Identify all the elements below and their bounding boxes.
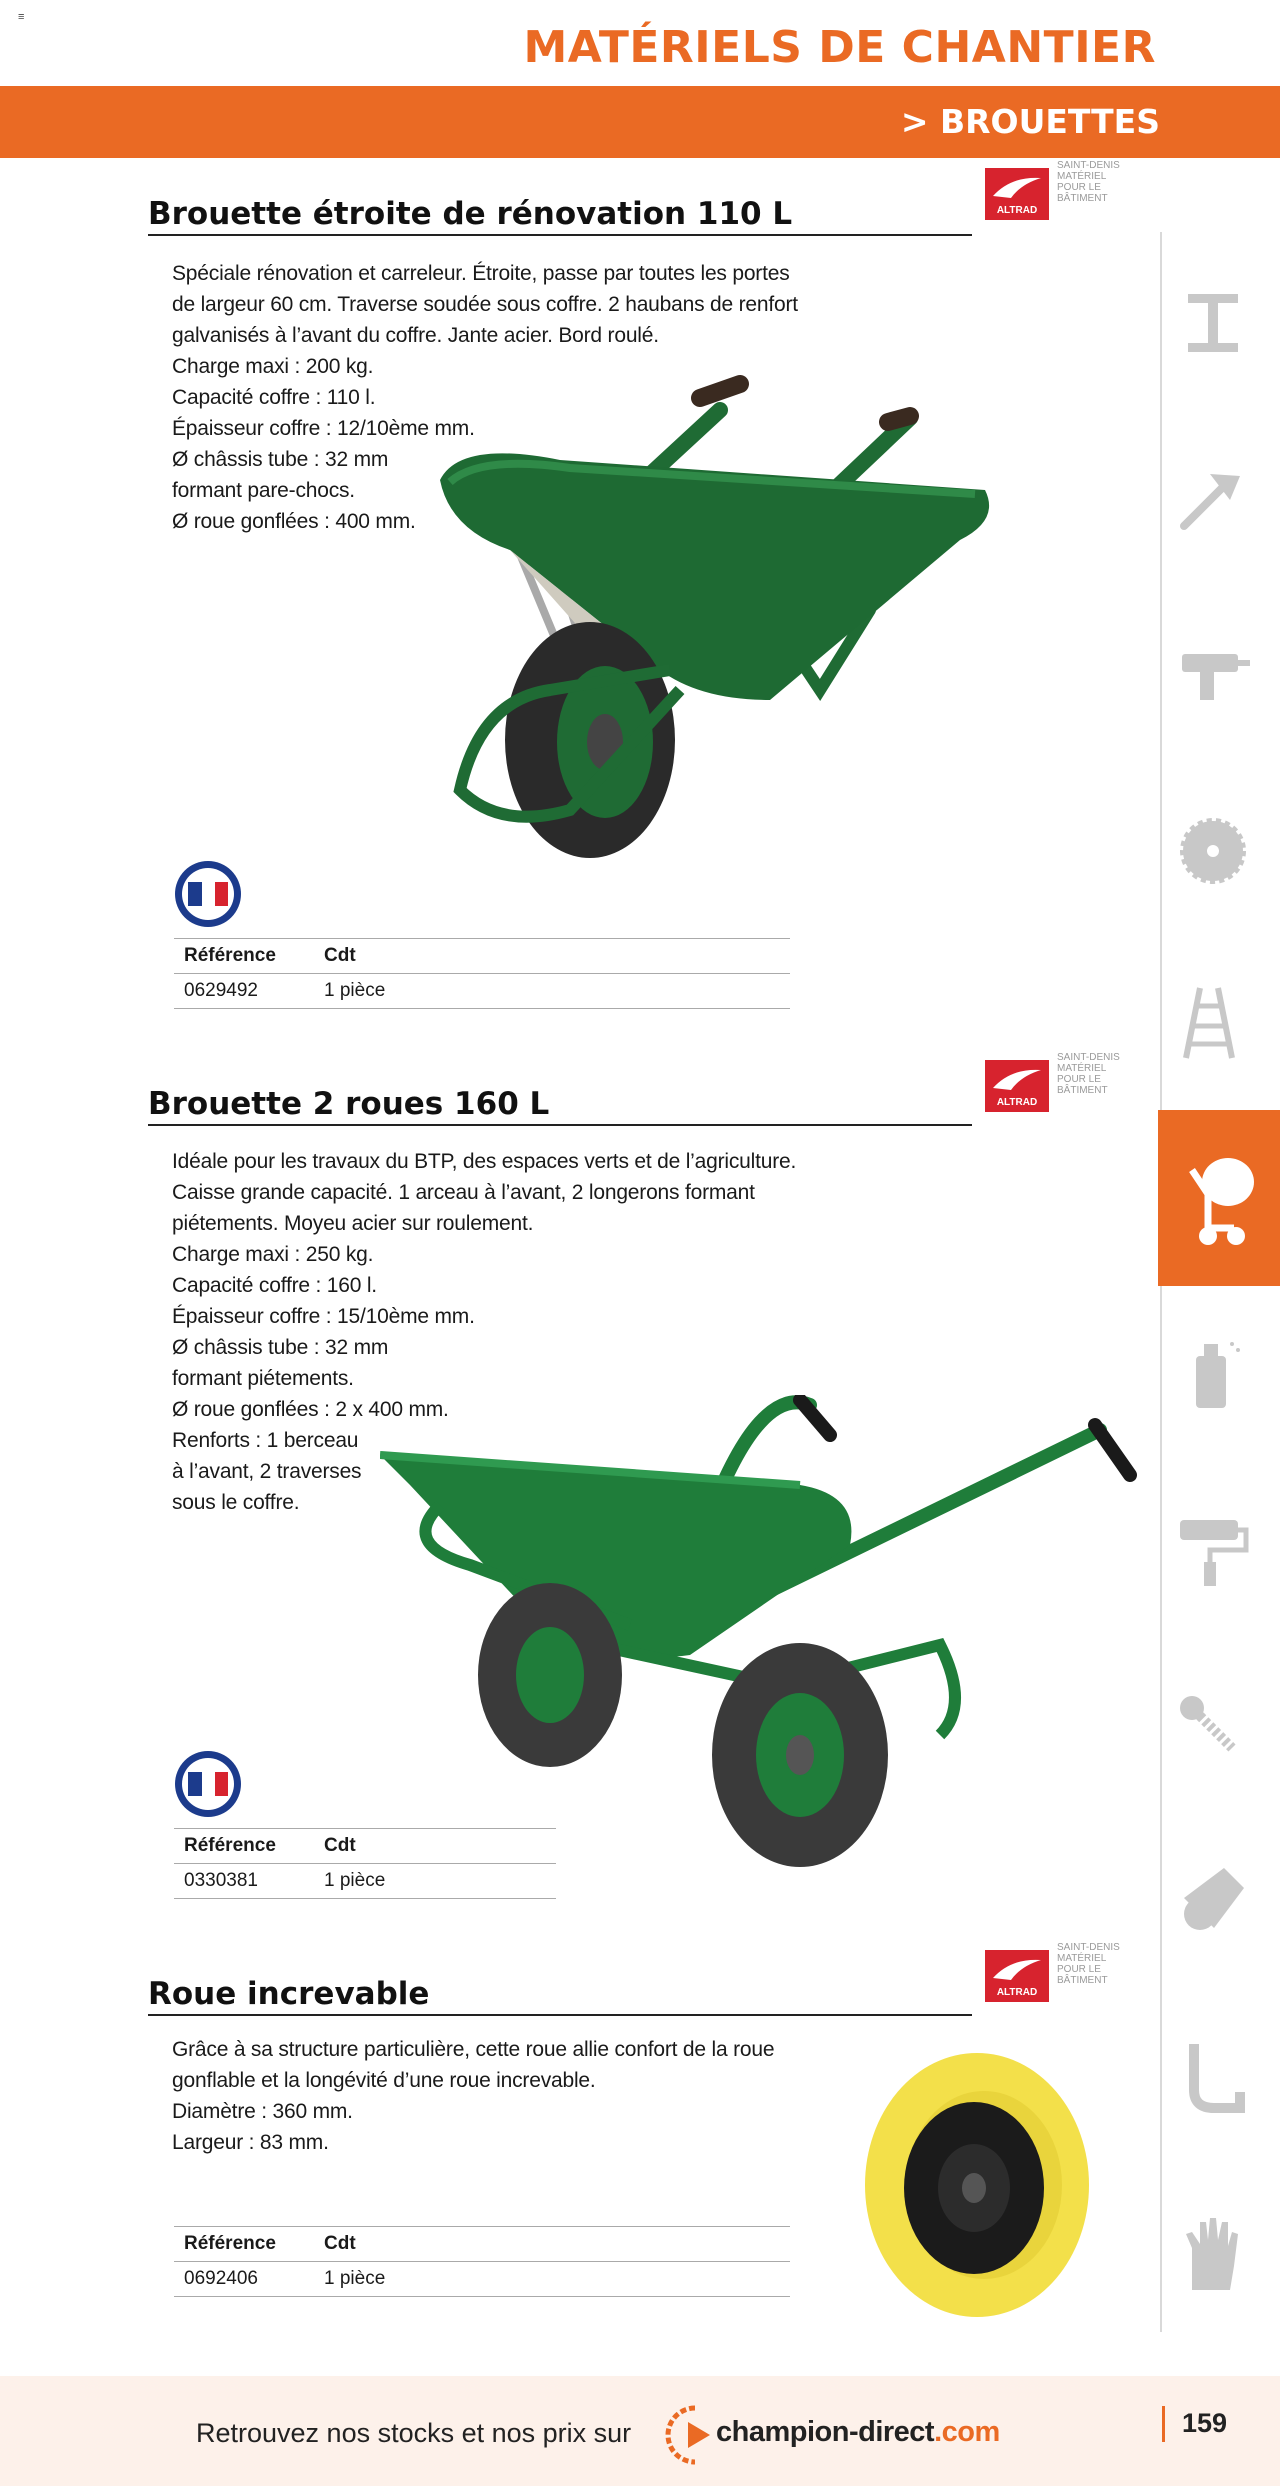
narrow-wheelbarrow-image xyxy=(440,370,1160,910)
product-title: Roue increvable xyxy=(148,1976,430,2012)
footer-text: Retrouvez nos stocks et nos prix sur xyxy=(196,2418,632,2448)
category-paint-roller[interactable] xyxy=(1170,1506,1256,1592)
two-wheel-wheelbarrow-image xyxy=(380,1395,1150,1895)
concrete-mixer-icon xyxy=(1178,1148,1264,1248)
product-description: Spéciale rénovation et carreleur. Étroite, passe par toutes les portes de largeur 60 cm. Traverse soudée sous coffre. 2 haubans de renfort galvanisés à l’avant du coffre. Jante acier. Bord roulé. Charge maxi : 200 kg. Capacité coffre : 110 l. Épaisseur coffre : 12/10ème mm. Ø châssis tube : 32 mm formant pare-chocs. Ø roue gonflées : 400 mm. xyxy=(172,262,798,533)
reference-value: 0692406 xyxy=(174,2262,314,2297)
drill-icon xyxy=(1170,632,1256,718)
glove-icon xyxy=(1170,2210,1256,2296)
category-concrete-mixer[interactable] xyxy=(1158,1110,1280,1286)
table-row xyxy=(174,2262,790,2297)
page-number: 159 xyxy=(1182,2408,1228,2438)
title-rule xyxy=(148,234,972,236)
menu-icon[interactable]: ≡ xyxy=(18,11,25,23)
product-description: Grâce à sa structure particulière, cette roue allie confort de la roue gonflable et la longévité d’une roue increvable. Diamètre : 360 mm. Largeur : 83 mm. xyxy=(172,2038,775,2154)
altrad-tagline: SAINT-DENIS MATÉRIEL POUR LE BÂTIMENT xyxy=(1057,160,1120,204)
reference-header: Référence xyxy=(174,1829,314,1864)
section-band xyxy=(0,86,1280,158)
altrad-logo xyxy=(985,1942,1135,2012)
table-row xyxy=(174,1864,556,1899)
section-label: > BROUETTES xyxy=(900,102,1160,141)
altrad-flag-icon xyxy=(985,168,1049,220)
pipe-icon xyxy=(1170,2034,1256,2120)
altrad-flag-icon xyxy=(985,1060,1049,1112)
altrad-flag-icon xyxy=(985,1950,1049,2002)
category-gloves[interactable] xyxy=(1170,2210,1256,2296)
reference-value: 0330381 xyxy=(174,1864,314,1899)
reference-table xyxy=(174,1828,556,1899)
spray-can-icon xyxy=(1170,1330,1256,1416)
reference-table xyxy=(174,2226,790,2297)
category-screws[interactable] xyxy=(1170,1682,1256,1768)
category-spray[interactable] xyxy=(1170,1330,1256,1416)
altrad-name: ALTRAD xyxy=(996,1987,1038,1998)
puncture-proof-wheel-image xyxy=(862,2050,1092,2320)
reference-value: 0629492 xyxy=(174,974,314,1009)
title-rule xyxy=(148,2014,972,2016)
altrad-name: ALTRAD xyxy=(996,1097,1038,1108)
reference-header: Référence xyxy=(174,2227,314,2262)
cdt-header: Cdt xyxy=(314,939,790,974)
page-title: MATÉRIELS DE CHANTIER xyxy=(523,22,1156,73)
product-title: Brouette étroite de rénovation 110 L xyxy=(148,196,793,232)
altrad-tagline: SAINT-DENIS MATÉRIEL POUR LE BÂTIMENT xyxy=(1057,1052,1120,1096)
hammer-icon xyxy=(1170,456,1256,542)
reference-header: Référence xyxy=(174,939,314,974)
made-in-france-badge xyxy=(174,860,242,928)
category-plumbing[interactable] xyxy=(1170,2034,1256,2120)
category-i-beam[interactable] xyxy=(1170,280,1256,366)
reference-table xyxy=(174,938,790,1009)
cdt-value: 1 pièce xyxy=(314,1864,556,1899)
cdt-header: Cdt xyxy=(314,1829,556,1864)
cdt-value: 1 pièce xyxy=(314,974,790,1009)
cdt-value: 1 pièce xyxy=(314,2262,790,2297)
category-lighting[interactable] xyxy=(1170,1858,1256,1944)
saw-blade-icon xyxy=(1170,808,1256,894)
screw-icon xyxy=(1170,1682,1256,1768)
altrad-name: ALTRAD xyxy=(996,205,1038,216)
category-hammer[interactable] xyxy=(1170,456,1256,542)
light-icon xyxy=(1170,1858,1256,1944)
footer-divider xyxy=(1162,2406,1165,2442)
footer xyxy=(0,2376,1280,2486)
i-beam-icon xyxy=(1170,280,1256,366)
category-ladder[interactable] xyxy=(1170,978,1256,1064)
ladder-icon xyxy=(1170,978,1256,1064)
category-saw-blade[interactable] xyxy=(1170,808,1256,894)
paint-roller-icon xyxy=(1170,1506,1256,1592)
table-row xyxy=(174,974,790,1009)
altrad-logo xyxy=(985,1052,1135,1122)
product-description: Idéale pour les travaux du BTP, des espaces verts et de l’agriculture. Caisse grande capacité. 1 arceau à l’avant, 2 longerons formant piétements. Moyeu acier sur roulement. Charge maxi : 250 kg. Capacité coffre : 160 l. Épaisseur coffre : 15/10ème mm. Ø châssis tube : 32 mm formant piétements. Ø roue gonflées : 2 x 400 mm. Renforts : 1 berceau à l’avant, 2 traverses sous le coffre. xyxy=(172,1150,797,1514)
champion-direct-link[interactable]: champion-direct.com xyxy=(716,2416,1000,2448)
altrad-logo xyxy=(985,160,1135,230)
product-title: Brouette 2 roues 160 L xyxy=(148,1086,550,1122)
title-rule xyxy=(148,1124,972,1126)
category-drill[interactable] xyxy=(1170,632,1256,718)
cdt-header: Cdt xyxy=(314,2227,790,2262)
altrad-tagline: SAINT-DENIS MATÉRIEL POUR LE BÂTIMENT xyxy=(1057,1942,1120,1986)
made-in-france-badge xyxy=(174,1750,242,1818)
